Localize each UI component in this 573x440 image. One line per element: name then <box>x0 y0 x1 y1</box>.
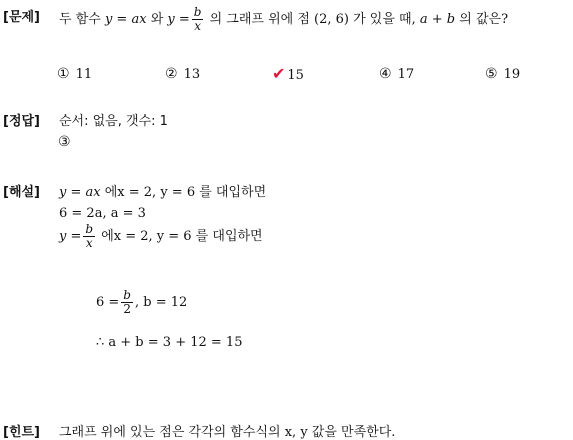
explanation-line-5: ∴ a + b = 3 + 12 = 15 <box>96 335 243 350</box>
explanation-line-2: 6 = 2a, a = 3 <box>59 206 146 221</box>
formula-linear: y = ax <box>104 12 147 27</box>
answer-mark: ③ <box>58 134 71 150</box>
checkmark-icon: ✔ <box>272 64 286 83</box>
explanation-line-1: y = ax 에x = 2, y = 6 를 대입하면 <box>59 185 267 200</box>
explanation-tag: [해설] <box>3 185 40 200</box>
formula-fraction: $\frac{b}{x}$ <box>193 5 202 33</box>
question-text: 두 함수 y = ax 와 y = $\frac{b}{x}$ 의 그래프 위에 점 (2, 6) 가 있을 때, a + b 의 값은? <box>59 5 509 33</box>
explanation-line-3: y = $\frac{b}{x}$ 에x = 2, y = 6 를 대입하면 <box>59 222 263 250</box>
choice-3: ✔ 15 <box>272 64 304 83</box>
question-tag: [문제] <box>3 10 40 25</box>
choice-4: ④ 17 <box>379 66 415 82</box>
explanation-line-4: 6 = $\frac{b}{2}$ , b = 12 <box>96 288 188 316</box>
hint-text: 그래프 위에 있는 점은 각각의 함수식의 x, y 값을 만족한다. <box>59 425 396 440</box>
answer-meta: 순서: 없음, 갯수: 1 <box>59 114 168 129</box>
hint-tag: [힌트] <box>3 425 40 440</box>
choice-5: ⑤ 19 <box>485 66 521 82</box>
choice-1: ① 11 <box>57 66 93 82</box>
answer-tag: [정답] <box>3 114 40 129</box>
choice-2: ② 13 <box>165 66 201 82</box>
